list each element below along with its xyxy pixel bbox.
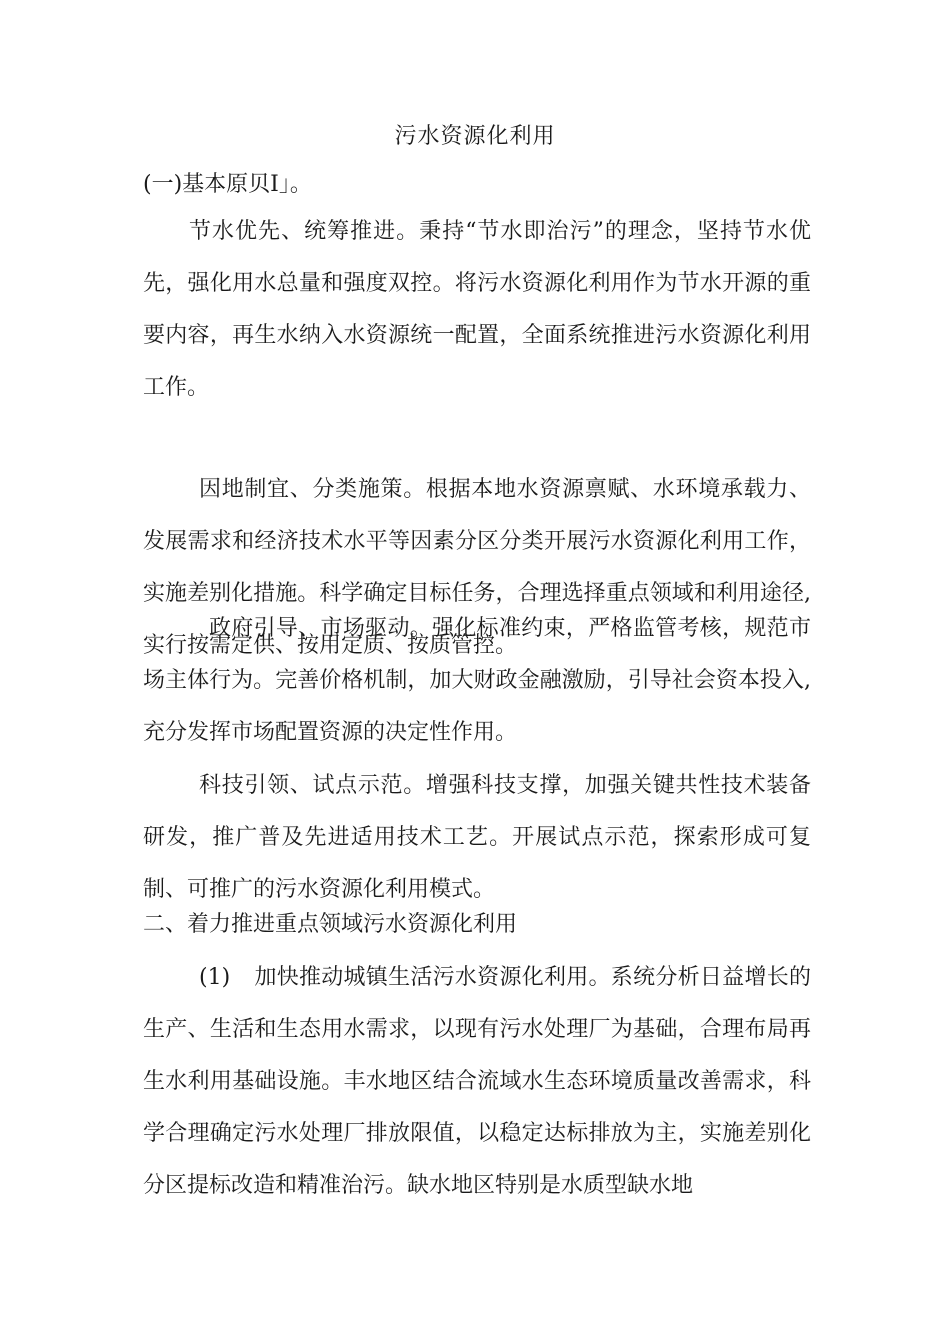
paragraph-local-conditions: 因地制宜、分类施策。根据本地水资源禀赋、水环境承载力、发展需求和经济技术水平等因素分区分类开展污水资源化利用工作，实施差别化措施。科学确定目标任务，合理选择重点领域和利用途径,实行按需定供、按用定质、按质管控。 (143, 477, 811, 658)
item-text: 加快推动城镇生活污水资源化利用。系统分析日益增长的生产、生活和生态用水需求，以现有污水处理厂为基础，合理布局再生水利用基础设施。丰水地区结合流域水生态环境质量改善需求，科学合理确定污水处理厂排放限值，以稳定达标排放为主，实施差别化分区提标改造和精准治污。缺水地区特别是水质型缺水地 (143, 965, 811, 1198)
paragraph-government-guidance: 政府引导、市场驱动。强化标准约束，严格监管考核，规范市场主体行为。完善价格机制，加大财政金融激励，引导社会资本投入,充分发挥市场配置资源的决定性作用。 (143, 616, 811, 745)
section-heading-key-areas: 二、着力推进重点领域污水资源化利用 (143, 912, 518, 937)
document-title: 污水资源化利用 (394, 124, 556, 149)
item-number: (1) (199, 965, 231, 990)
paragraph-water-saving: 节水优先、统筹推进。秉持“节水即治污”的理念，坚持节水优先，强化用水总量和强度双控。将污水资源化利用作为节水开源的重要内容，再生水纳入水资源统一配置，全面系统推进污水资源化利用工作。 (143, 219, 811, 400)
section-heading-basic-principles: (一)基本原贝I」。 (143, 172, 312, 197)
paragraph-technology-leading: 科技引领、试点示范。增强科技支撑，加强关键共性技术装备研发，推广普及先进适用技术工艺。开展试点示范，探索形成可复制、可推广的污水资源化利用模式。 (143, 773, 811, 902)
paragraph-urban-sewage (143, 952, 811, 1212)
